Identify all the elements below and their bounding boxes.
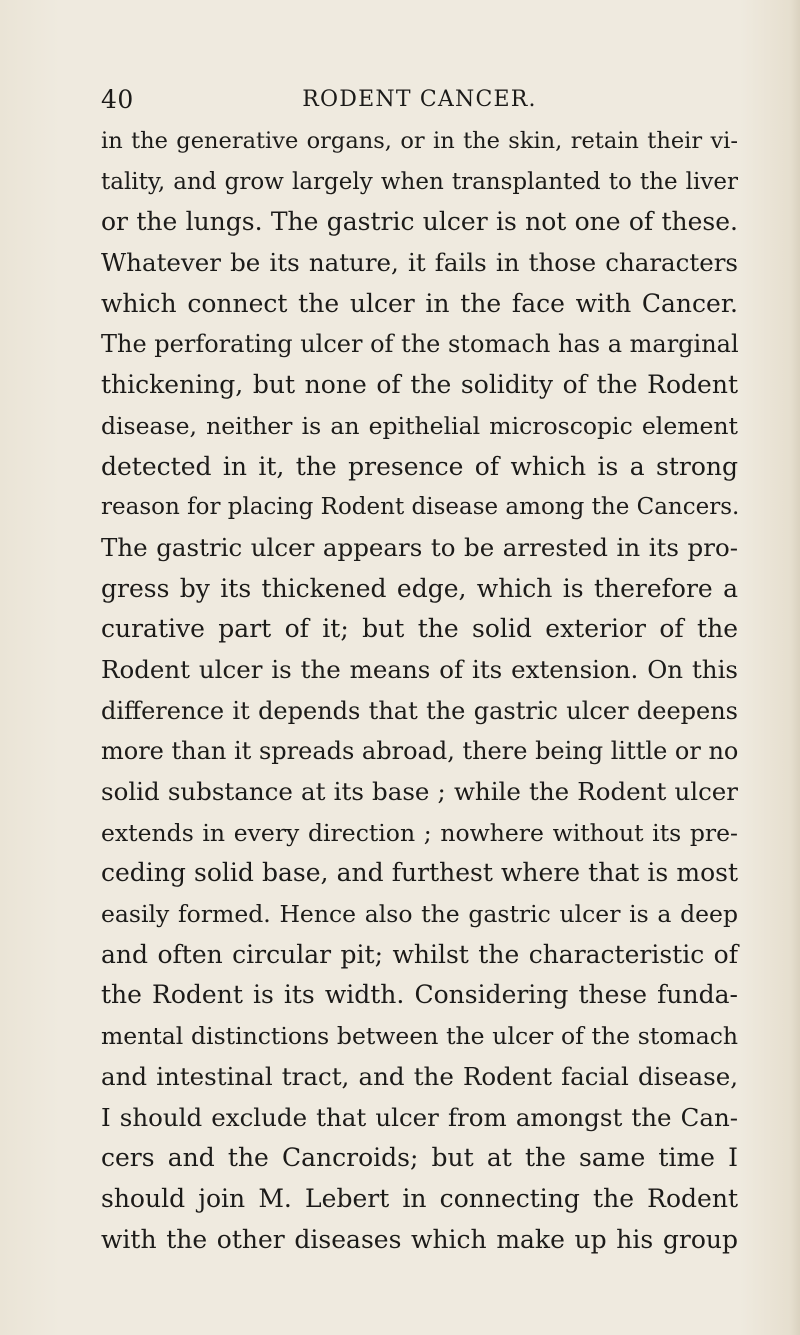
text-line: mental distinctions between the ulcer of the stomach: [101, 1022, 738, 1051]
text-line: difference it depends that the gastric ulcer deepens: [101, 696, 738, 725]
running-head: [101, 82, 738, 118]
text-line: thickening, but none of the solidity of the Rodent: [101, 370, 738, 400]
text-line: solid substance at its base ; while the Rodent ulcer: [101, 777, 738, 806]
text-line: or the lungs. The gastric ulcer is not one of these.: [101, 207, 738, 237]
text-line: easily formed. Hence also the gastric ulcer is a deep: [101, 900, 738, 929]
text-line: gress by its thickened edge, which is therefore a: [101, 573, 738, 603]
text-line: Whatever be its nature, it fails in those characters: [101, 248, 738, 278]
text-line: and often circular pit; whilst the characteristic of: [101, 939, 738, 969]
text-line: with the other diseases which make up his group: [101, 1224, 738, 1254]
text-line: cers and the Cancroids; but at the same time I: [101, 1143, 738, 1173]
body-text: [101, 121, 738, 1260]
text-line: disease, neither is an epithelial microscopic element: [101, 411, 738, 440]
text-line: more than it spreads abroad, there being little or no: [101, 737, 739, 766]
text-line: detected in it, the presence of which is a strong: [101, 451, 738, 481]
running-head-title: RODENT CANCER.: [302, 87, 537, 112]
text-line: the Rodent is its width. Considering these funda-: [101, 980, 738, 1010]
text-line: The perforating ulcer of the stomach has a marginal: [101, 330, 739, 359]
text-line: in the generative organs, or in the skin, retain their vi-: [101, 128, 738, 154]
text-line: I should exclude that ulcer from amongst the Can-: [101, 1102, 738, 1132]
text-line: extends in every direction ; nowhere without its pre-: [101, 818, 738, 847]
text-line: reason for placing Rodent disease among the Cancers.: [101, 494, 740, 521]
text-line: ceding solid base, and furthest where that is most: [101, 858, 738, 888]
text-line: Rodent ulcer is the means of its extension. On this: [101, 654, 738, 684]
text-line: which connect the ulcer in the face with Cancer.: [101, 288, 738, 318]
page-number: 40: [101, 85, 134, 114]
text-line: and intestinal tract, and the Rodent facial disease,: [101, 1061, 738, 1091]
text-line: should join M. Lebert in connecting the Rodent: [101, 1183, 738, 1213]
text-line: curative part of it; but the solid exterior of the: [101, 614, 738, 644]
text-line: tality, and grow largely when transplanted to the liver: [101, 168, 738, 195]
text-line: The gastric ulcer appears to be arrested in its pro-: [101, 532, 738, 562]
